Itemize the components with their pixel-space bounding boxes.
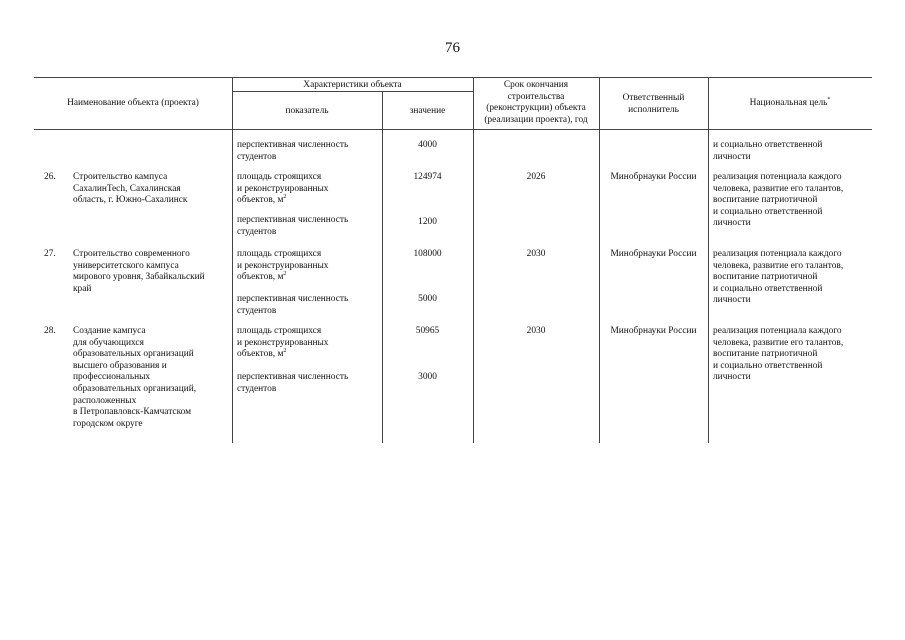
header-bottom-rule [34,129,872,130]
row-goal: реализация потенциала каждого человека, развитие его талантов, воспитание патриотичной и социально ответственной личности [713,326,844,383]
row-deadline: 2026 [526,172,546,182]
row-executor: Минобрнауки России [610,249,697,259]
row-value-area: 108000 [413,249,442,259]
row-number: 26. [44,172,56,182]
row-indicator-area-text: площадь строящихся и реконструированных объектов, м [237,249,329,283]
header-characteristics: Характеристики объекта [303,80,402,90]
row-indicator-students: перспективная численность студентов [237,215,349,237]
row-name: Строительство современного университетского кампуса мирового уровня, Забайкальский край [73,249,205,294]
row-indicator-area [237,172,382,207]
row-indicator-area [237,249,382,284]
row-indicator-students: перспективная численность студентов [237,372,349,394]
column-divider [708,77,709,443]
continuation-goal: и социально ответственной личности [713,140,823,162]
row-executor: Минобрнауки России [610,172,697,182]
row-value-area: 124974 [413,172,442,182]
row-value-students: 5000 [418,294,437,304]
continuation-indicator: перспективная численность студентов [237,140,349,162]
row-value-students: 3000 [418,372,437,382]
column-divider [232,77,233,443]
row-goal: реализация потенциала каждого человека, развитие его талантов, воспитание патриотичной и социально ответственной личности [713,172,844,229]
row-deadline: 2030 [526,326,546,336]
unit-power: 2 [283,348,287,355]
row-name: Строительство кампуса СахалинTech, Сахалинская область, г. Южно-Сахалинск [73,172,188,206]
row-number: 27. [44,249,56,259]
header-goal [708,98,872,110]
continuation-value: 4000 [418,140,437,150]
row-executor: Минобрнауки России [610,326,697,336]
header-executor: Ответственный исполнитель [622,93,685,115]
row-value-area: 50965 [415,326,440,336]
table-top-rule [34,77,872,78]
unit-power: 2 [283,271,287,278]
header-name: Наименование объекта (проекта) [67,98,199,108]
page-number: 76 [445,40,460,56]
row-goal: реализация потенциала каждого человека, развитие его талантов, воспитание патриотичной и социально ответственной личности [713,249,844,306]
row-indicator-area [237,326,382,361]
footnote-mark: * [827,96,831,103]
row-value-students: 1200 [418,217,437,227]
row-number: 28. [44,326,56,336]
row-deadline: 2030 [526,249,546,259]
row-indicator-students: перспективная численность студентов [237,294,349,316]
row-indicator-area-text: площадь строящихся и реконструированных объектов, м [237,172,329,206]
row-name: Создание кампуса для обучающихся образовательных организаций высшего образования и профессиональных образовательных организаций, расположенных в Петропавловск-Камчатском городском округе [73,326,197,429]
unit-power: 2 [283,194,287,201]
header-value: значение [409,106,446,116]
header-goal-text: Национальная цель [749,98,828,108]
header-deadline: Срок окончания строительства (реконструкции) объекта (реализации проекта), год [484,80,588,125]
row-indicator-area-text: площадь строящихся и реконструированных объектов, м [237,326,329,360]
header-indicator: показатель [285,106,329,116]
